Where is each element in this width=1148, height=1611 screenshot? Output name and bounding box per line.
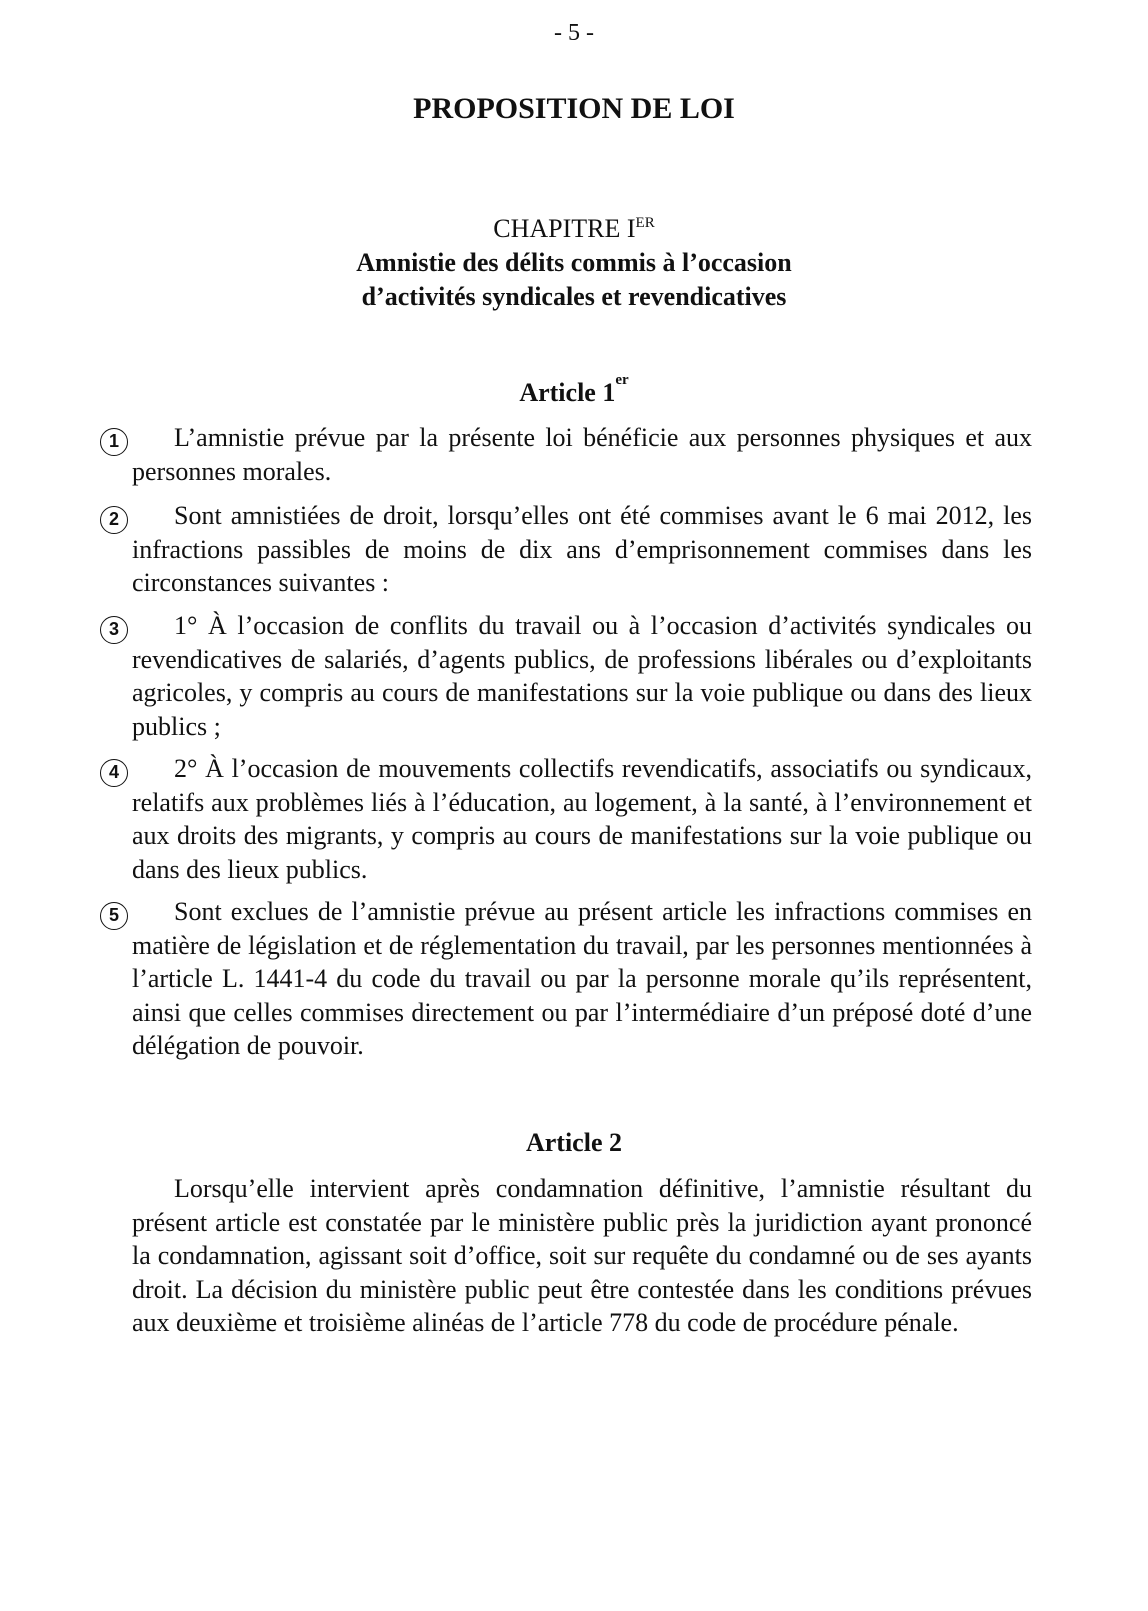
alinea-marker-3: 3 — [100, 616, 128, 644]
chapter-heading — [0, 212, 1148, 314]
article-1-alinea-3: 1° À l’occasion de conflits du travail ou à l’occasion d’activités syndicales ou revendicatives de salariés, d’agents publics, de professions libérales ou d’exploitants agricoles, y compris au cours de manifestations sur la voie publique ou dans des lieux publics ; — [132, 611, 1032, 741]
article-2-body: Lorsqu’elle intervient après condamnation définitive, l’amnistie résultant du présent article est constatée par le ministère public près la juridiction ayant prononcé la condamnation, agissant soit d’office, soit sur requête du condamné ou de ses ayants droit. La décision du ministère public peut être contestée dans les conditions prévues aux deuxième et troisième alinéas de l’article 778 du code de procédure pénale. — [132, 1174, 1032, 1337]
alinea-marker-2: 2 — [100, 506, 128, 534]
article-1-title — [0, 372, 1148, 408]
alinea-marker-1: 1 — [100, 428, 128, 456]
article-1-alinea-2: Sont amnistiées de droit, lorsqu’elles ont été commises avant le 6 mai 2012, les infractions passibles de moins de dix ans d’emprisonnement commises dans les circonstances suivantes : — [132, 501, 1032, 597]
chapter-subtitle-line1: Amnistie des délits commis à l’occasion — [356, 248, 792, 277]
chapter-subtitle-line2: d’activités syndicales et revendicatives — [361, 282, 787, 311]
document-title: PROPOSITION DE LOI — [413, 92, 735, 125]
alinea-marker-4: 4 — [100, 759, 128, 787]
chapter-label-sup: ER — [635, 215, 655, 231]
chapter-label-main: CHAPITRE I — [493, 214, 636, 243]
article-1-alinea-1: L’amnistie prévue par la présente loi bénéficie aux personnes physiques et aux personnes morales. — [132, 423, 1032, 486]
article-1-alinea-5: Sont exclues de l’amnistie prévue au présent article les infractions commises en matière de législation et de réglementation du travail, par les personnes mentionnées à l’article L. 1441-4 du code du travail ou par la personne morale qu’ils représentent, ainsi que celles commises directement ou par l’intermédiaire d’un préposé doté d’une délégation de pouvoir. — [132, 897, 1032, 1060]
alinea-marker-5: 5 — [100, 902, 128, 930]
article-1-title-sup: er — [615, 372, 629, 388]
page-number: - 5 - — [554, 20, 594, 46]
chapter-label — [0, 212, 1148, 246]
article-1-title-main: Article 1 — [519, 378, 616, 407]
article-1-alinea-4: 2° À l’occasion de mouvements collectifs revendicatifs, associatifs ou syndicaux, relatifs aux problèmes liés à l’éducation, au logement, à la santé, à l’environnement et aux droits des migrants, y compris au cours de manifestations sur la voie publique ou dans des lieux publics. — [132, 754, 1032, 884]
article-2-title: Article 2 — [525, 1128, 622, 1157]
